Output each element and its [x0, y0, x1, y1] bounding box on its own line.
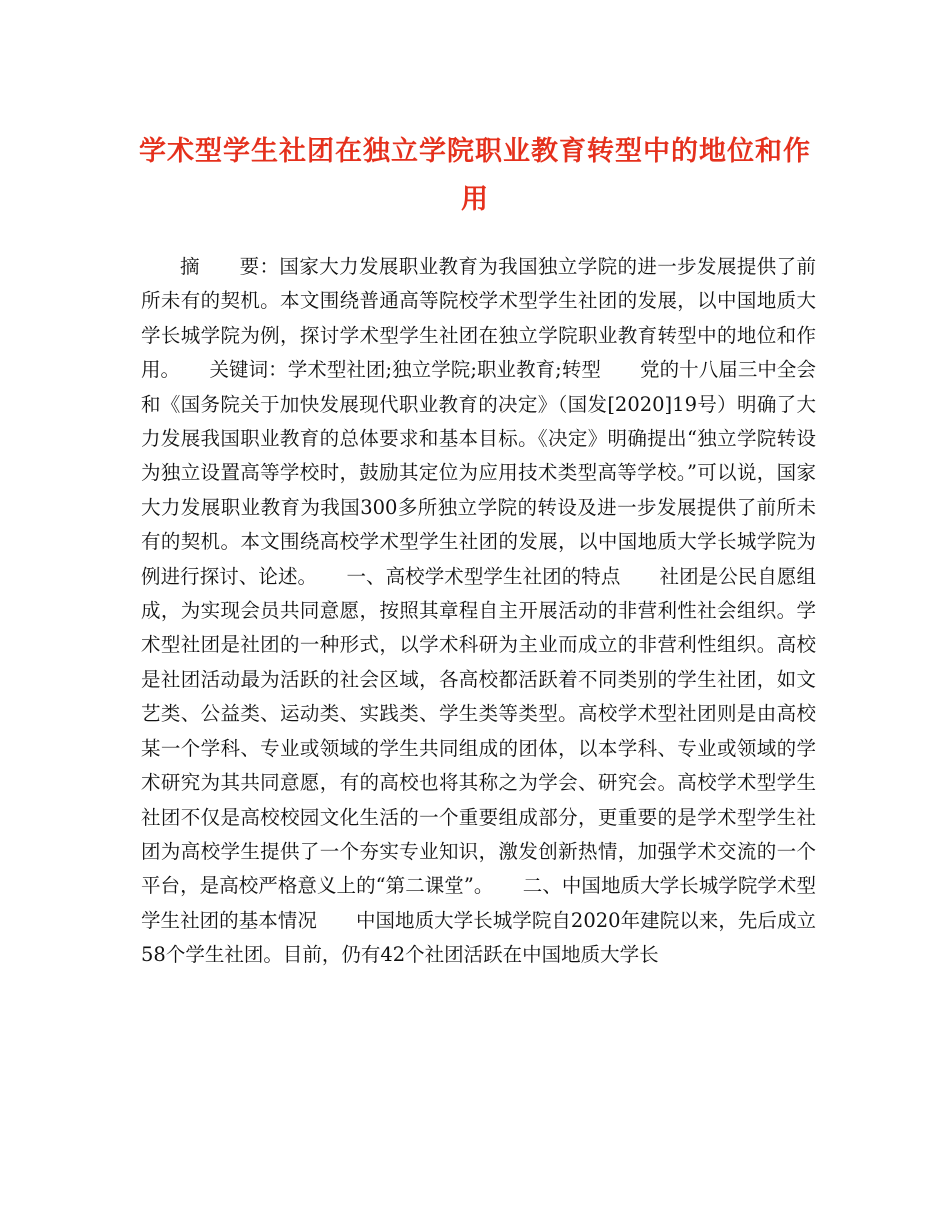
- document-title: 学术型学生社团在独立学院职业教育转型中的地位和作用: [139, 136, 811, 215]
- document-body: 摘 要：国家大力发展职业教育为我国独立学院的进一步发展提供了前所未有的契机。本文围绕普通高等院校学术型学生社团的发展，以中国地质大学长城学院为例，探讨学术型学生社团在独立学院职业教育转型中的地位和作用。 关键词：学术型社团;独立学院;职业教育;转型 党的十八届三中全会和《国务院关于加快发展现代职业教育的决定》（国发[2020]19号）明确了大力发展我国职业教育的总体要求和基本目标。《决定》明确提出“独立学院转设为独立设置高等学校时，鼓励其定位为应用技术类型高等学校。”可以说，国家大力发展职业教育为我国300多所独立学院的转设及进一步发展提供了前所未有的契机。本文围绕高校学术型学生社团的发展，以中国地质大学长城学院为例进行探讨、论述。 一、高校学术型学生社团的特点 社团是公民自愿组成，为实现会员共同意愿，按照其章程自主开展活动的非营利性社会组织。学术型社团是社团的一种形式，以学术科研为主业而成立的非营利性组织。高校是社团活动最为活跃的社会区域，各高校都活跃着不同类别的学生社团，如文艺类、公益类、运动类、实践类、学生类等类型。高校学术型社团则是由高校某一个学科、专业或领域的学生共同组成的团体，以本学科、专业或领域的学术研究为其共同意愿，有的高校也将其称之为学会、研究会。高校学术型学生社团不仅是高校校园文化生活的一个重要组成部分，更重要的是学术型学生社团为高校学生提供了一个夯实专业知识，激发创新热情，加强学术交流的一个平台，是高校严格意义上的“第二课堂”。 二、中国地质大学长城学院学术型学生社团的基本情况 中国地质大学长城学院自2020年建院以来，先后成立58个学生社团。目前，仍有42个社团活跃在中国地质大学长: [141, 255, 816, 967]
